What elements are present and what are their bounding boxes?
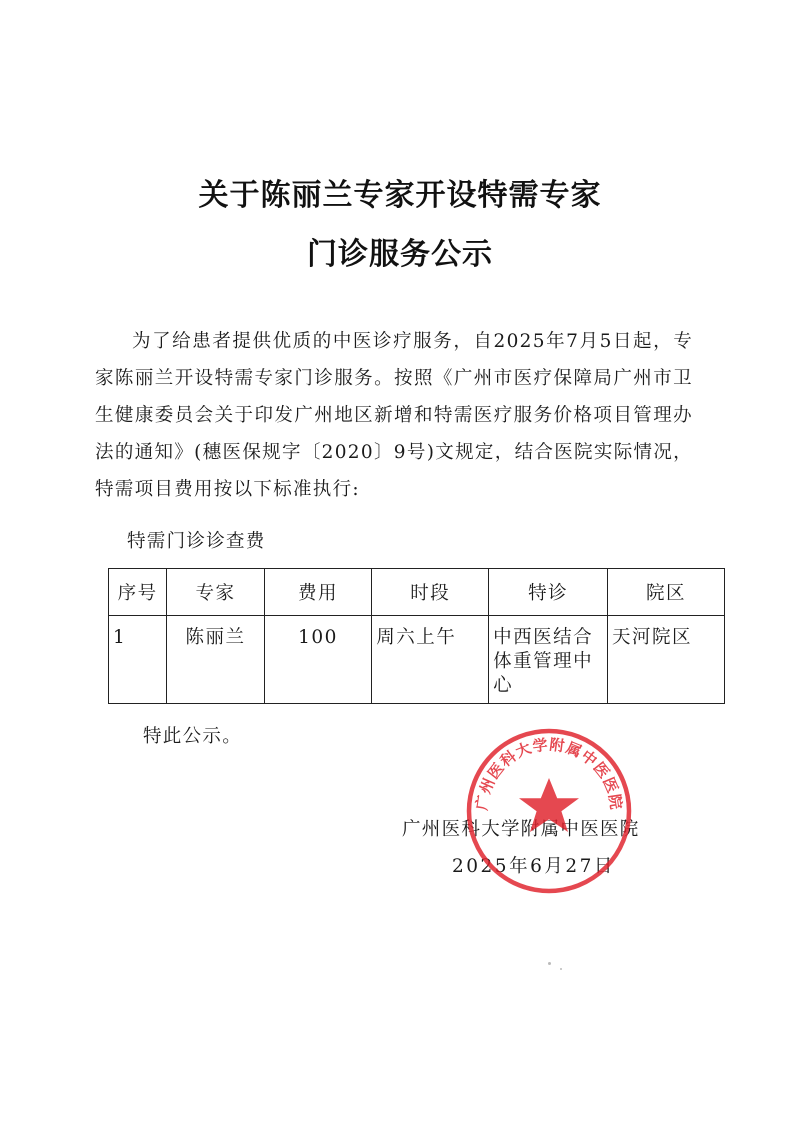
body-paragraph: 为了给患者提供优质的中医诊疗服务，自2025年7月5日起，专家陈丽兰开设特需专家门诊服务。按照《广州市医疗保障局广州市卫生健康委员会关于印发广州地区新增和特需医疗服务价格项目管理办法的通知》(穗医保规字〔2020〕9号)文规定，结合医院实际情况，特需项目费用按以下标准执行: (95, 331, 693, 500)
cell-special-clinic: 中西医结合体重管理中心 (489, 616, 608, 704)
document-title-line-1: 关于陈丽兰专家开设特需专家 (198, 178, 602, 213)
header-expert: 专家 (167, 569, 264, 616)
seal-text: 广州医科大学附属中医医院 (472, 735, 626, 812)
fee-caption: 特需门诊诊查费 (127, 531, 266, 552)
fee-table-header-row (109, 569, 725, 616)
cell-fee: 100 (264, 616, 372, 704)
seal-star-icon (519, 778, 579, 832)
closing-text: 特此公示。 (143, 726, 243, 747)
cell-campus: 天河院区 (608, 616, 725, 704)
document-title-line-2: 门诊服务公示 (307, 237, 493, 272)
fee-table (108, 568, 725, 704)
header-index: 序号 (109, 569, 167, 616)
cell-expert: 陈丽兰 (167, 616, 264, 704)
signature-organization: 广州医科大学附属中医医院 (402, 819, 640, 840)
signature-date: 2025年6月27日 (452, 856, 615, 877)
header-campus: 院区 (608, 569, 725, 616)
scan-speck (548, 962, 551, 965)
header-time-slot: 时段 (372, 569, 489, 616)
header-fee: 费用 (264, 569, 372, 616)
cell-index: 1 (109, 616, 167, 704)
table-row (109, 616, 725, 704)
scan-speck (560, 968, 562, 970)
official-seal (464, 726, 634, 896)
header-special-clinic: 特诊 (489, 569, 608, 616)
cell-time-slot: 周六上午 (372, 616, 489, 704)
